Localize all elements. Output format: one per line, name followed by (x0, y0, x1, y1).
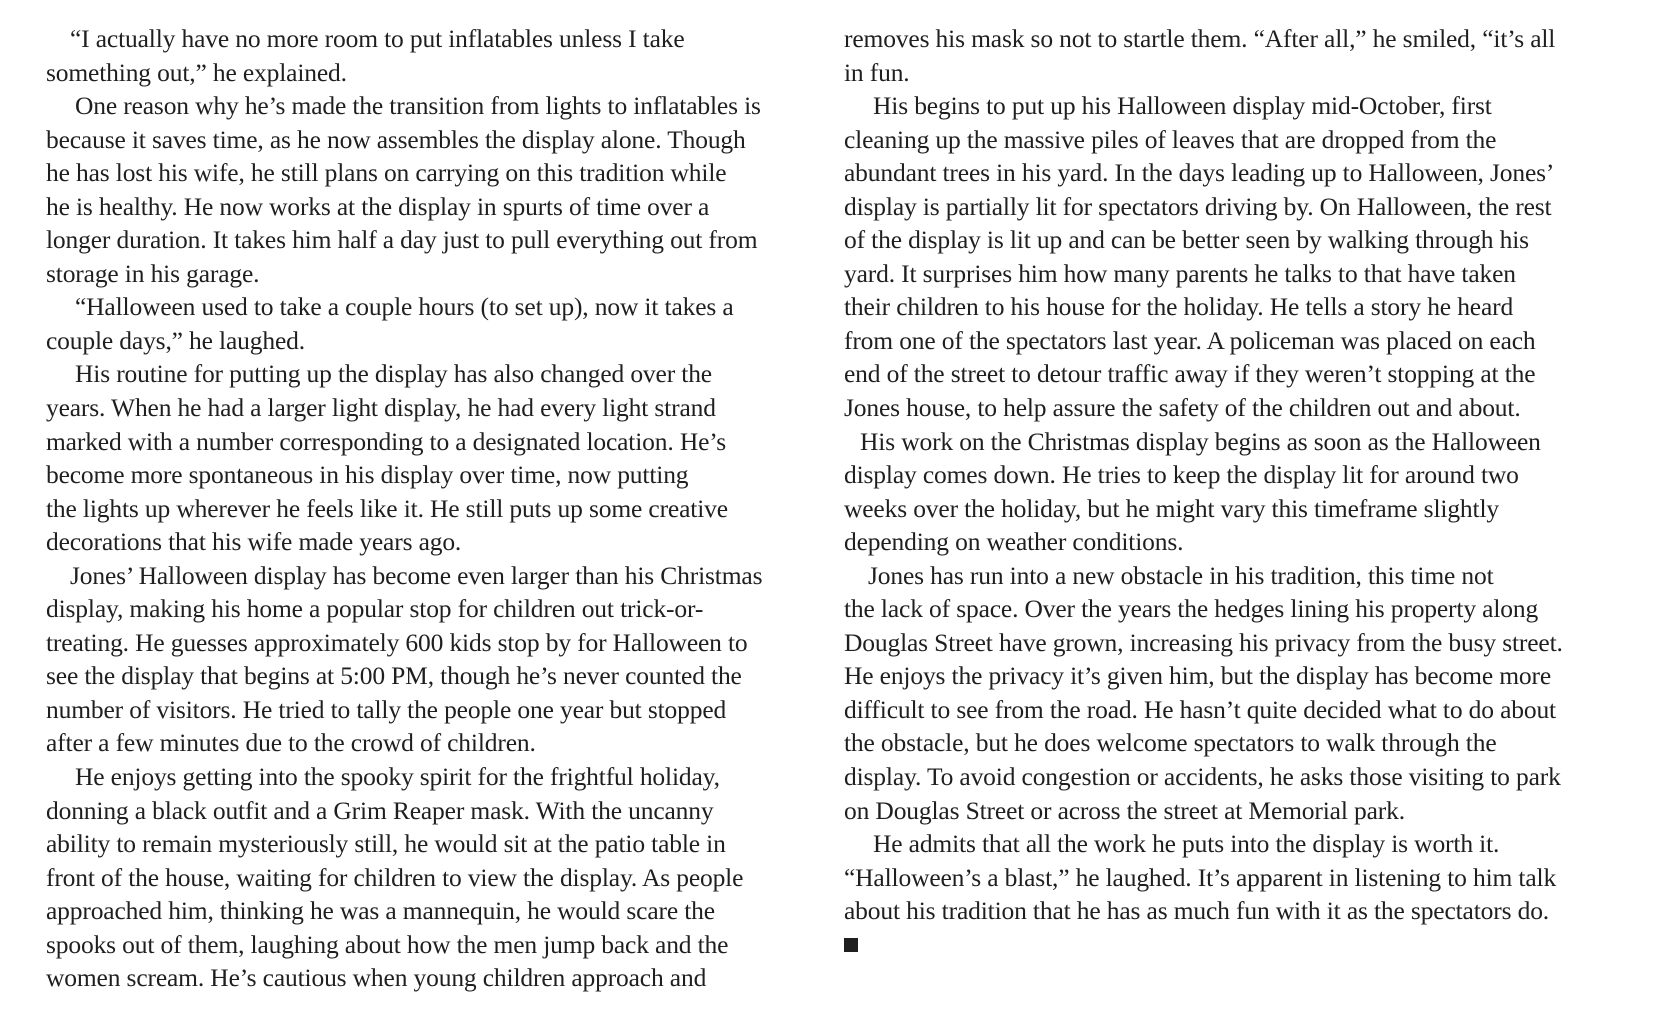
text-line: something out,” he explained. (46, 57, 347, 87)
text-line: because it saves time, as he now assembles the display alone. Though (46, 124, 746, 154)
text-line: One reason why he’s made the transition from lights to inflatables is (75, 91, 761, 121)
text-line: He enjoys the privacy it’s given him, but the display has become more (844, 661, 1552, 691)
text-line: their children to his house for the holiday. He tells a story he heard (844, 292, 1514, 322)
text-line: Douglas Street have grown, increasing his privacy from the busy street. (844, 627, 1563, 657)
text-line: display. To avoid congestion or accidents, he asks those visiting to park (844, 762, 1561, 792)
text-line: He enjoys getting into the spooky spirit for the frightful holiday, (75, 762, 720, 792)
text-line: marked with a number corresponding to a designated location. He’s (46, 426, 726, 456)
text-line: difficult to see from the road. He hasn’t quite decided what to do about (844, 694, 1556, 724)
text-line: Jones has run into a new obstacle in his tradition, this time not (868, 560, 1494, 590)
text-line: he has lost his wife, he still plans on carrying on this tradition while (46, 158, 727, 188)
text-line: treating. He guesses approximately 600 kids stop by for Halloween to (46, 627, 748, 657)
text-line: years. When he had a larger light display, he had every light strand (46, 393, 716, 423)
text-line: he is healthy. He now works at the display in spurts of time over a (46, 191, 710, 221)
text-line: ability to remain mysteriously still, he would sit at the patio table in (46, 829, 726, 859)
text-line: couple days,” he laughed. (46, 325, 305, 355)
text-line: longer duration. It takes him half a day just to pull everything out from (46, 225, 758, 255)
text-line: “Halloween’s a blast,” he laughed. It’s apparent in listening to him talk (844, 862, 1557, 892)
text-line: yard. It surprises him how many parents he talks to that have taken (844, 258, 1516, 288)
text-line: Jones house, to help assure the safety of the children out and about. (844, 393, 1521, 423)
text-line: decorations that his wife made years ago. (46, 527, 462, 557)
text-line: display, making his home a popular stop for children out trick-or- (46, 594, 704, 624)
text-line: of the display is lit up and can be better seen by walking through his (844, 225, 1529, 255)
text-line: the lights up wherever he feels like it. He still puts up some creative (46, 493, 728, 523)
text-line: display is partially lit for spectators driving by. On Halloween, the rest (844, 191, 1552, 221)
text-line: “I actually have no more room to put inflatables unless I take (70, 24, 685, 53)
text-line: women scream. He’s cautious when young children approach and (46, 963, 707, 993)
end-of-article-square-icon (844, 938, 858, 952)
left-column (46, 22, 816, 995)
text-line: number of visitors. He tried to tally the people one year but stopped (46, 694, 727, 724)
text-line: approached him, thinking he was a mannequin, he would scare the (46, 896, 715, 926)
text-line: end of the street to detour traffic away if they weren’t stopping at the (844, 359, 1536, 389)
text-line: the obstacle, but he does welcome spectators to walk through the (844, 728, 1497, 758)
text-line: about his tradition that he has as much fun with it as the spectators do. (844, 896, 1550, 926)
text-line: on Douglas Street or across the street at Memorial park. (844, 795, 1405, 825)
text-line: “Halloween used to take a couple hours (to set up), now it takes a (75, 292, 734, 322)
text-line: see the display that begins at 5:00 PM, though he’s never counted the (46, 661, 742, 691)
text-line: in fun. (844, 57, 910, 87)
text-line: abundant trees in his yard. In the days leading up to Halloween, Jones’ (844, 158, 1555, 188)
text-line: depending on weather conditions. (844, 527, 1184, 557)
text-line: His work on the Christmas display begins as soon as the Halloween (860, 426, 1541, 456)
text-line: weeks over the holiday, but he might vary this timeframe slightly (844, 493, 1499, 523)
text-line: front of the house, waiting for children to view the display. As people (46, 862, 744, 892)
text-line: Jones’ Halloween display has become even larger than his Christmas (70, 560, 763, 590)
text-line: spooks out of them, laughing about how the men jump back and the (46, 929, 729, 959)
text-line: storage in his garage. (46, 258, 260, 288)
text-line: His begins to put up his Halloween display mid-October, first (873, 91, 1492, 121)
text-line: after a few minutes due to the crowd of children. (46, 728, 536, 758)
text-line: from one of the spectators last year. A policeman was placed on each (844, 325, 1536, 355)
text-line: He admits that all the work he puts into the display is worth it. (873, 829, 1500, 859)
text-line: the lack of space. Over the years the hedges lining his property along (844, 594, 1539, 624)
text-line: become more spontaneous in his display over time, now putting (46, 460, 689, 490)
right-column (844, 22, 1614, 957)
text-line: cleaning up the massive piles of leaves that are dropped from the (844, 124, 1497, 154)
text-line: display comes down. He tries to keep the display lit for around two (844, 460, 1519, 490)
text-line: donning a black outfit and a Grim Reaper mask. With the uncanny (46, 795, 714, 825)
text-line: His routine for putting up the display has also changed over the (75, 359, 712, 389)
text-line: removes his mask so not to startle them. “After all,” he smiled, “it’s all (844, 24, 1556, 53)
